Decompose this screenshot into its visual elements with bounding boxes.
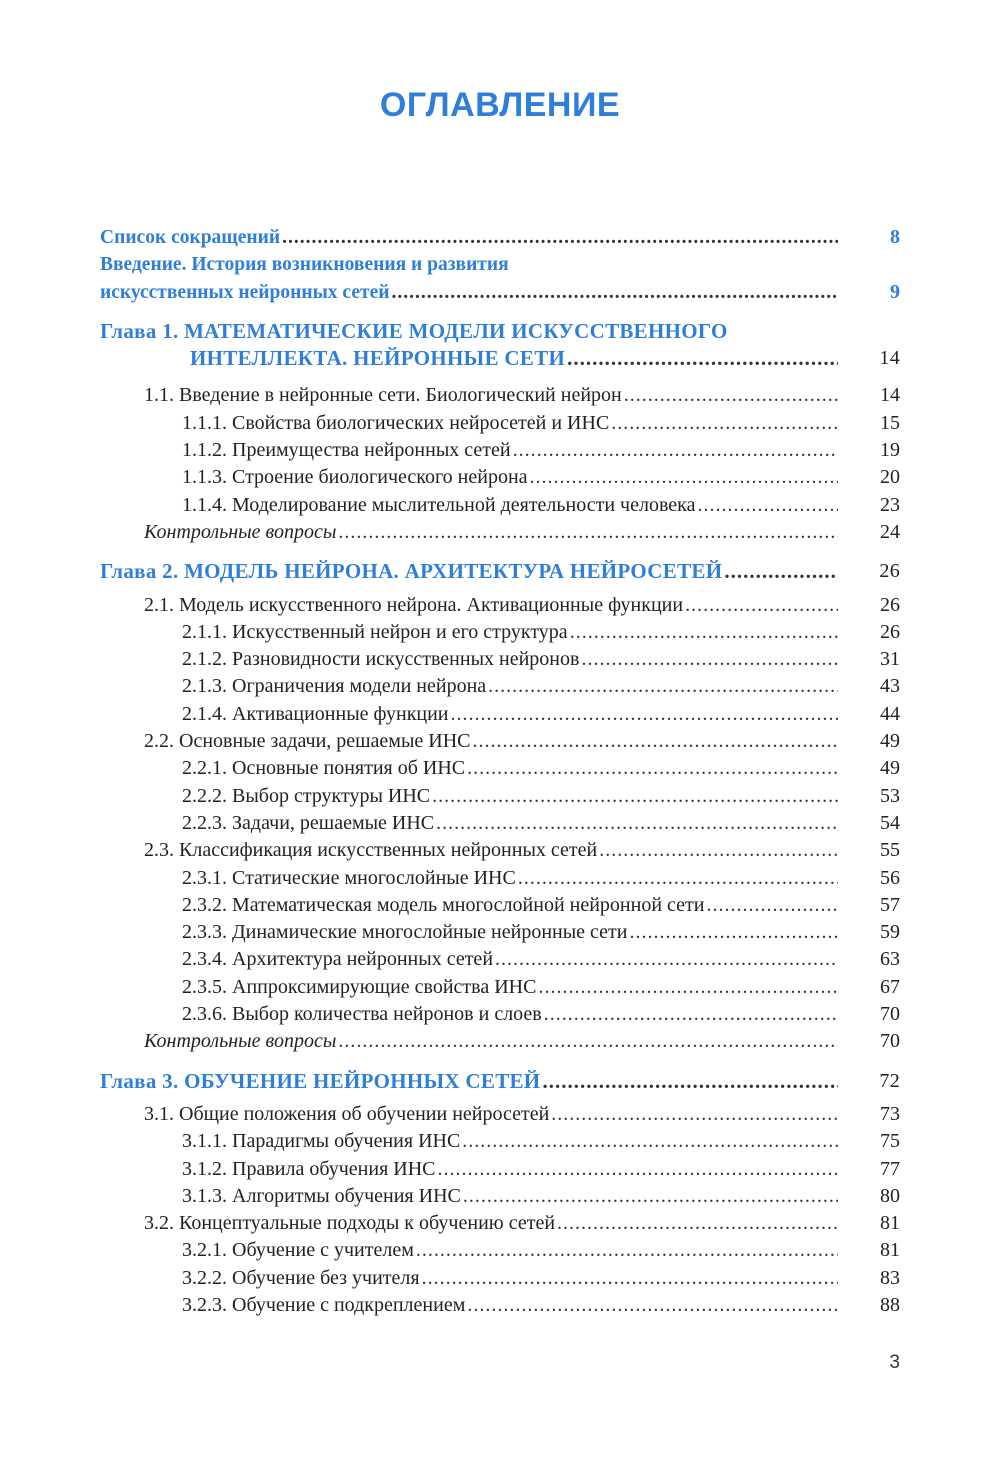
toc-entry-page: 59 [880,921,900,944]
page-title: ОГЛАВЛЕНИЕ [379,86,621,124]
toc-entry-title: искусственных нейронных сетей [100,281,390,303]
leader-dots [544,1001,838,1028]
toc-entry-title: 2.3.2. Математическая модель многослойной нейронной сети [182,893,705,916]
toc-entry[interactable] [0,865,1000,892]
toc-entry[interactable] [0,437,1000,464]
leader-dots [581,646,838,673]
leader-dots [697,492,838,519]
leader-dots [530,464,838,491]
leader-dots [391,279,838,306]
toc-entry[interactable] [0,1183,1000,1210]
toc-entry[interactable] [0,1292,1000,1319]
toc-entry-title: 2.3.6. Выбор количества нейронов и слоев [182,1003,542,1026]
toc-entry-title: 2.2.3. Задачи, решаемые ИНС [182,811,435,834]
leader-dots [570,619,838,646]
toc-chapter-page: 72 [879,1069,900,1092]
toc-entry-title: Введение. История возникновения и развития [100,254,509,276]
toc-entry-title: 3.1. Общие положения об обучении нейросетей [144,1102,550,1125]
toc-entry-page: 55 [880,839,900,862]
toc-entry-title: 1.1.3. Строение биологического нейрона [182,466,528,489]
toc-entry-title: 2.3.1. Статические многослойные ИНС [182,866,516,889]
toc-entry[interactable] [0,783,1000,810]
toc-entry-page: 73 [880,1102,900,1125]
toc-chapter-1[interactable] [0,318,1000,345]
toc-entry-page: 44 [880,702,900,725]
toc-entry-page: 67 [880,975,900,998]
toc-entry-title: 2.1.3. Ограничения модели нейрона [182,675,487,698]
leader-dots [488,673,838,700]
toc-entry-abbreviations[interactable] [0,224,1000,251]
toc-entry[interactable] [0,1128,1000,1155]
toc-entry-title: 2.1.2. Разновидности искусственных нейронов [182,648,580,671]
toc-entry-page: 81 [880,1212,900,1235]
toc-entry-page: 63 [880,948,900,971]
toc-entry-title: 2.1. Модель искусственного нейрона. Активационные функции [144,593,684,616]
leader-dots [567,345,838,372]
toc-entry-page: 26 [880,620,900,643]
toc-chapter-page: 26 [879,560,900,583]
table-of-contents [0,224,1000,1319]
toc-entry-title: 2.3.3. Динамические многослойные нейронные сети [182,921,628,944]
toc-entry[interactable] [0,410,1000,437]
toc-entry-page: 26 [880,593,900,616]
toc-entry[interactable] [0,646,1000,673]
leader-dots [557,1210,838,1237]
toc-entry-page: 80 [880,1184,900,1207]
toc-entry[interactable] [0,1001,1000,1028]
toc-entry-title: 3.2.2. Обучение без учителя [182,1266,420,1289]
leader-dots [451,701,838,728]
toc-entry-title: Контрольные вопросы [144,1030,337,1053]
toc-entry[interactable] [0,592,1000,619]
leader-dots [624,382,838,409]
toc-entry-page: 83 [880,1266,900,1289]
leader-dots [467,755,838,782]
toc-chapter-title: Глава 3. ОБУЧЕНИЕ НЕЙРОННЫХ СЕТЕЙ [100,1068,541,1093]
toc-entry-title: 3.2.3. Обучение с подкреплением [182,1293,466,1316]
toc-entry[interactable] [0,810,1000,837]
leader-dots [338,1028,838,1055]
toc-entry-page: 43 [880,675,900,698]
toc-entry-page: 24 [880,520,900,543]
leader-dots [513,437,838,464]
leader-dots [724,558,838,585]
toc-entry[interactable] [0,755,1000,782]
leader-dots [706,892,838,919]
toc-entry-title: 3.1.2. Правила обучения ИНС [182,1157,436,1180]
toc-entry[interactable] [0,1156,1000,1183]
toc-entry[interactable] [0,1101,1000,1128]
toc-entry-title: 3.2. Концептуальные подходы к обучению сетей [144,1212,556,1235]
toc-entry-title: 1.1.2. Преимущества нейронных сетей [182,439,511,462]
leader-dots [467,1292,838,1319]
toc-entry-page: 23 [880,493,900,516]
toc-entry-page: 15 [880,411,900,434]
toc-entry[interactable] [0,701,1000,728]
leader-dots [551,1101,838,1128]
toc-entry-page: 70 [880,1030,900,1053]
leader-dots [611,410,838,437]
leader-dots [436,810,838,837]
leader-dots [463,1183,838,1210]
toc-entry[interactable] [0,728,1000,755]
toc-entry-title: 1.1.4. Моделирование мыслительной деятельности человека [182,493,696,516]
toc-entry-page: 49 [880,757,900,780]
leader-dots [432,783,838,810]
leader-dots [462,1128,838,1155]
leader-dots [338,519,838,546]
leader-dots [473,728,838,755]
toc-entry-title: 3.1.1. Парадигмы обучения ИНС [182,1130,461,1153]
toc-entry-title: 2.1.4. Активационные функции [182,702,449,725]
toc-entry-page: 88 [880,1293,900,1316]
toc-entry-title: 2.3.4. Архитектура нейронных сетей [182,948,494,971]
toc-entry[interactable] [0,919,1000,946]
page-number: 3 [889,1352,900,1373]
toc-entry[interactable] [0,492,1000,519]
toc-entry-review-questions[interactable] [0,1028,1000,1055]
toc-entry-title: Контрольные вопросы [144,520,337,543]
toc-entry-page: 77 [880,1157,900,1180]
toc-entry-page: 20 [880,466,900,489]
toc-entry-page: 57 [880,893,900,916]
toc-entry-page: 70 [880,1003,900,1026]
leader-dots [599,837,838,864]
toc-entry-page: 75 [880,1130,900,1153]
toc-entry[interactable] [0,1210,1000,1237]
leader-dots [416,1237,838,1264]
toc-entry-title: 1.1.1. Свойства биологических нейросетей и ИНС [182,411,610,434]
leader-dots [542,1068,838,1095]
toc-entry[interactable] [0,1237,1000,1264]
toc-entry-title: 3.1.3. Алгоритмы обучения ИНС [182,1184,461,1207]
toc-entry-introduction-cont[interactable] [0,279,1000,306]
toc-entry-title: 1.1. Введение в нейронные сети. Биологический нейрон [144,384,622,407]
toc-entry-introduction[interactable] [0,251,1000,278]
toc-chapter-3[interactable] [0,1068,1000,1095]
toc-chapter-page: 14 [879,347,900,370]
toc-entry-review-questions[interactable] [0,519,1000,546]
toc-entry[interactable] [0,1265,1000,1292]
leader-dots [422,1265,838,1292]
toc-entry-page: 53 [880,784,900,807]
leader-dots [495,946,838,973]
toc-entry-page: 14 [880,384,900,407]
toc-entry-title: 3.2.1. Обучение с учителем [182,1239,414,1262]
toc-entry-page: 8 [890,226,900,248]
leader-dots [438,1156,838,1183]
leader-dots [282,224,838,251]
toc-entry[interactable] [0,837,1000,864]
toc-chapter-2[interactable] [0,558,1000,585]
toc-entry-page: 19 [880,439,900,462]
toc-entry[interactable] [0,464,1000,491]
toc-chapter-title: Глава 2. МОДЕЛЬ НЕЙРОНА. АРХИТЕКТУРА НЕЙРОСЕТЕЙ [100,559,723,584]
toc-entry-title: 2.2.2. Выбор структуры ИНС [182,784,431,807]
leader-dots [629,919,838,946]
toc-entry[interactable] [0,619,1000,646]
toc-entry-title: 2.3. Классификация искусственных нейронных сетей [144,839,598,862]
toc-entry-page: 56 [880,866,900,889]
leader-dots [518,865,838,892]
toc-entry[interactable] [0,382,1000,409]
toc-entry-title: 2.3.5. Аппроксимирующие свойства ИНС [182,975,537,998]
toc-chapter-1-cont[interactable] [0,345,1000,372]
toc-entry[interactable] [0,946,1000,973]
toc-entry-title: 2.2. Основные задачи, решаемые ИНС [144,730,471,753]
toc-entry-page: 49 [880,730,900,753]
toc-entry-page: 9 [890,280,900,303]
toc-entry-title: 2.1.1. Искусственный нейрон и его структура [182,620,568,643]
leader-dots [685,592,838,619]
toc-entry-page: 81 [880,1239,900,1262]
toc-entry-page: 31 [880,648,900,671]
toc-entry-page: 54 [880,811,900,834]
leader-dots [538,974,838,1001]
toc-entry[interactable] [0,974,1000,1001]
toc-chapter-title: Глава 1. МАТЕМАТИЧЕСКИЕ МОДЕЛИ ИСКУССТВЕННОГО [100,318,728,343]
toc-chapter-title: ИНТЕЛЛЕКТА. НЕЙРОННЫЕ СЕТИ [190,346,566,371]
toc-entry-title: 2.2.1. Основные понятия об ИНС [182,757,466,780]
toc-entry[interactable] [0,892,1000,919]
toc-entry[interactable] [0,673,1000,700]
toc-entry-title: Список сокращений [100,227,281,248]
